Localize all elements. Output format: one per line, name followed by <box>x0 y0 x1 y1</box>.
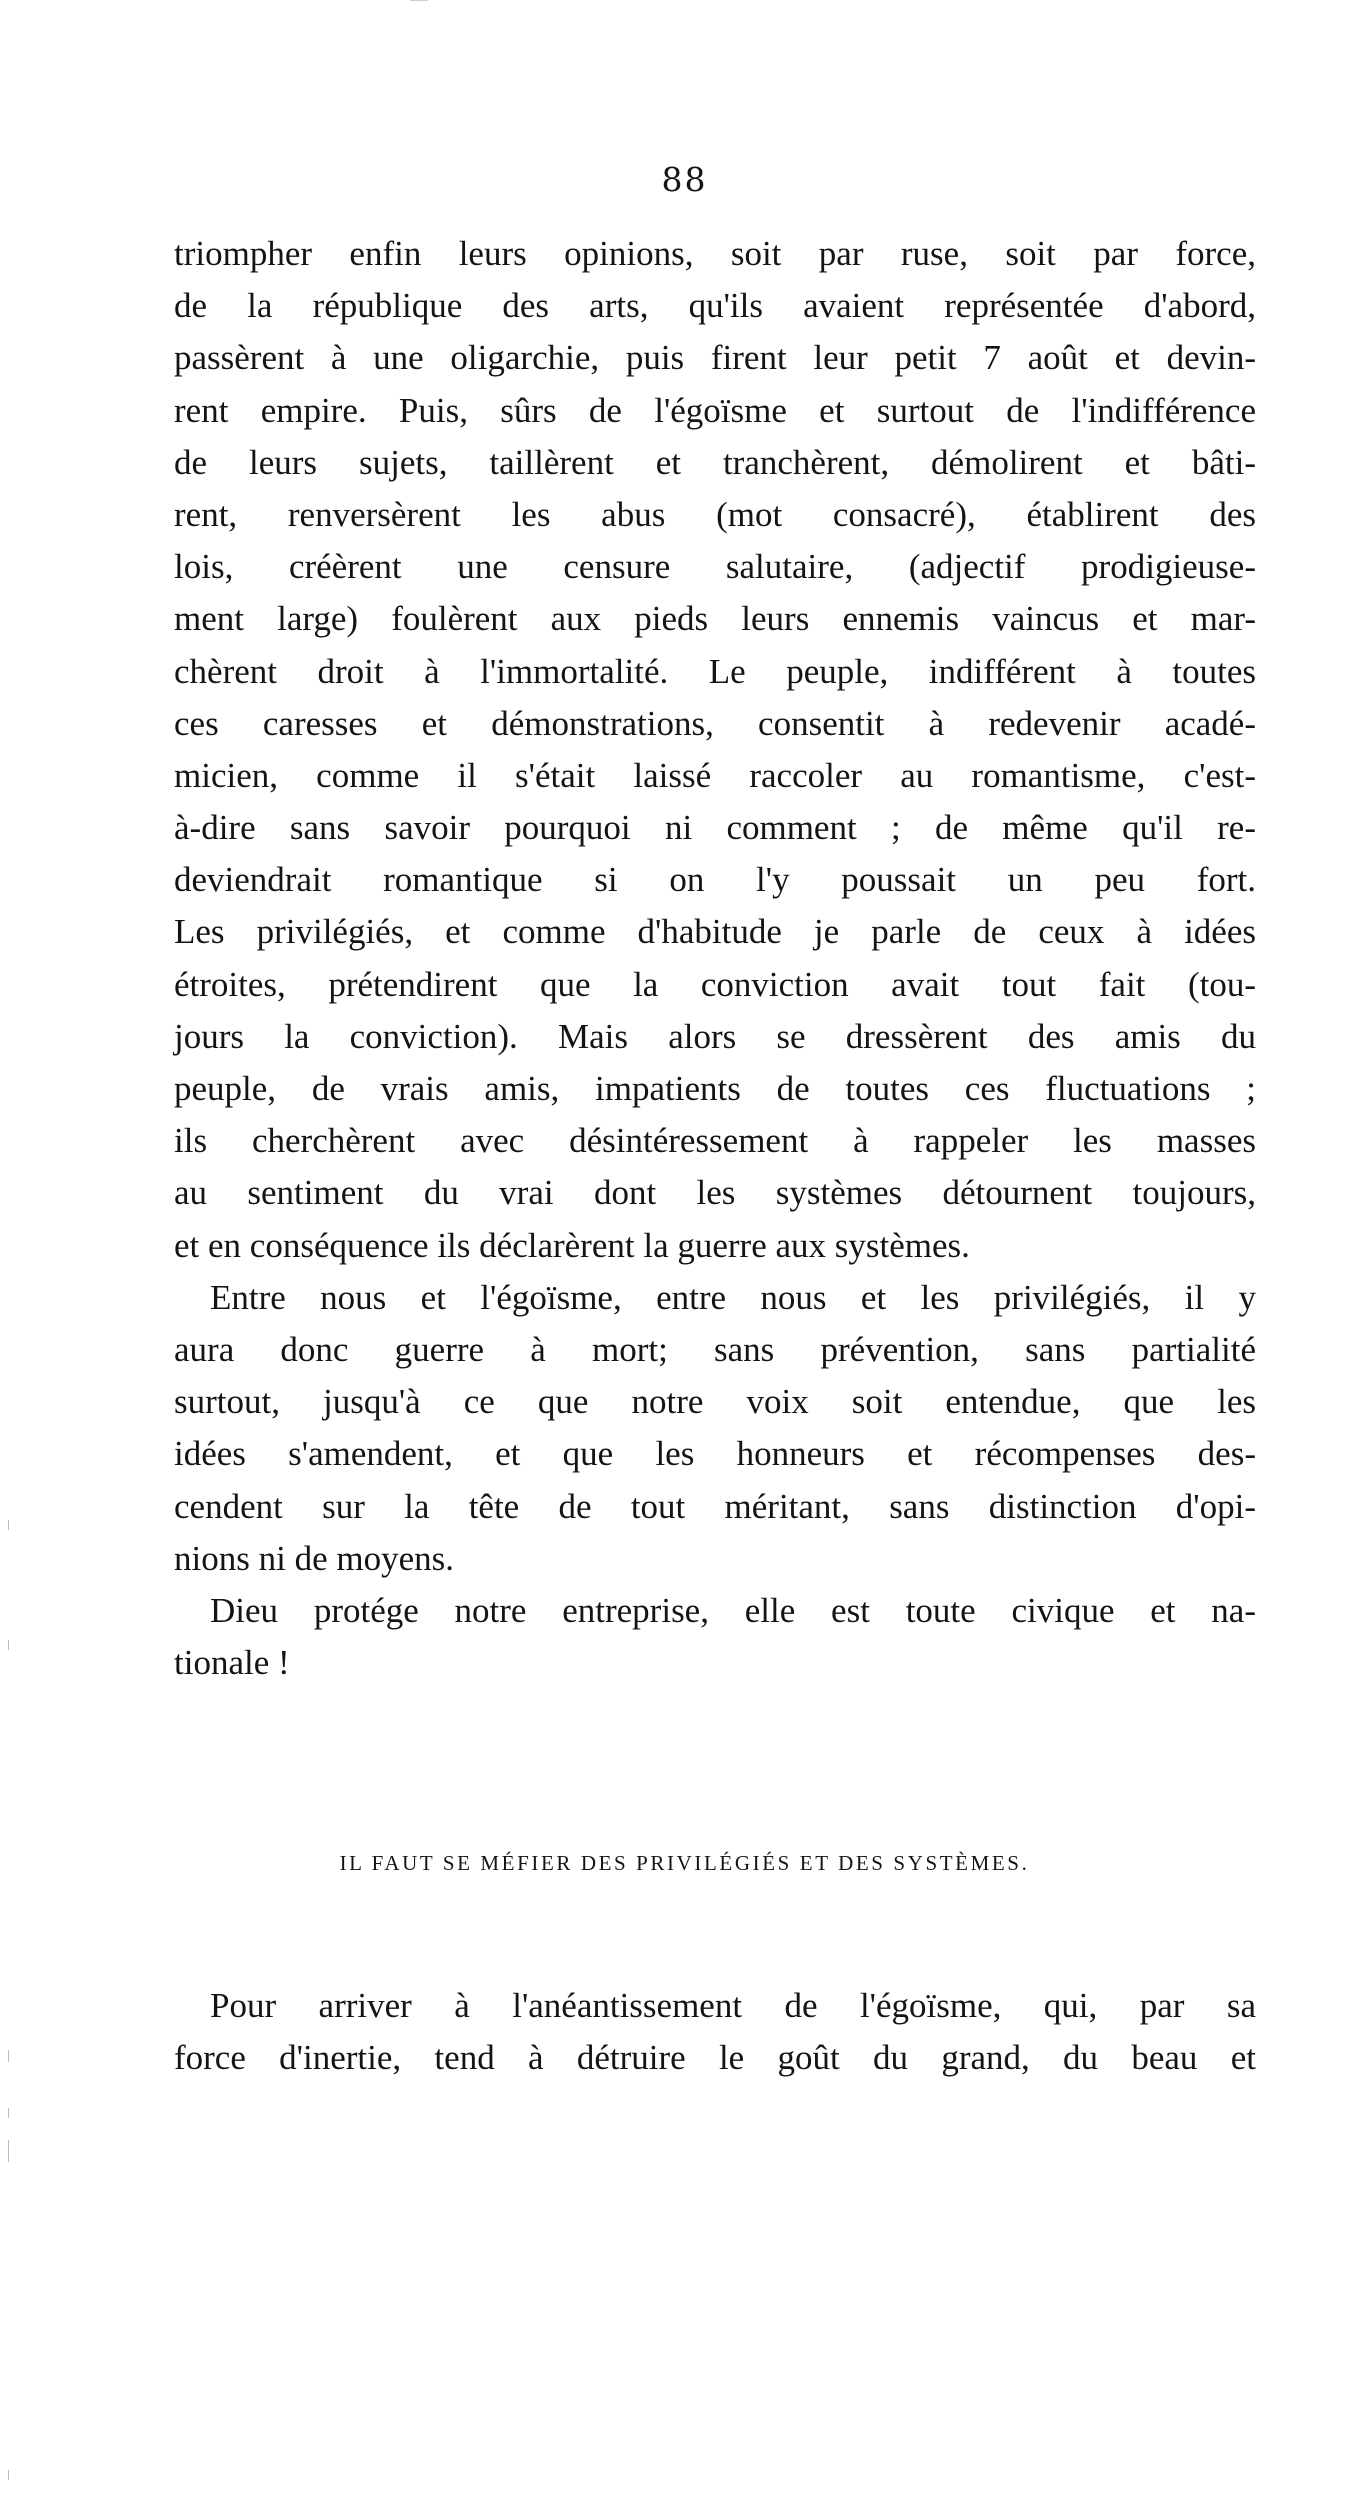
scan-mark <box>8 2050 9 2062</box>
text-line: Pour arriver à l'anéantissement de l'égoïsme, qui, par sa <box>210 1986 1256 2025</box>
text-line: surtout, jusqu'à ce que notre voix soit entendue, que les <box>174 1382 1256 1422</box>
text-line: aura donc guerre à mort; sans prévention, sans partialité <box>174 1329 1256 1369</box>
scan-mark <box>8 1520 9 1530</box>
text-line: Les privilégiés, et comme d'habitude je parle de ceux à idées <box>174 912 1256 952</box>
section-heading: IL FAUT SE MÉFIER DES PRIVILÉGIÉS ET DES SYSTÈMES. <box>339 1851 1030 1875</box>
text-line: à-dire sans savoir pourquoi ni comment ; de même qu'il re- <box>174 808 1256 848</box>
text-line: et en conséquence ils déclarèrent la guerre aux systèmes. <box>174 1225 970 1265</box>
text-line: tionale ! <box>174 1643 290 1683</box>
text-line: cendent sur la tête de tout méritant, sans distinction d'opi- <box>174 1486 1256 1526</box>
scan-mark <box>410 0 428 1</box>
text-line: Dieu protége notre entreprise, elle est toute civique et na- <box>210 1590 1256 1630</box>
text-line: de la république des arts, qu'ils avaient représentée d'abord, <box>174 286 1256 326</box>
text-line: micien, comme il s'était laissé raccoler au romantisme, c'est- <box>174 755 1256 795</box>
text-line: au sentiment du vrai dont les systèmes détournent toujours, <box>174 1173 1256 1213</box>
text-line: Entre nous et l'égoïsme, entre nous et les privilégiés, il y <box>210 1277 1256 1317</box>
text-line: ment large) foulèrent aux pieds leurs ennemis vaincus et mar- <box>174 599 1256 639</box>
scan-mark <box>8 1640 9 1650</box>
text-line: de leurs sujets, taillèrent et tranchèrent, démolirent et bâti- <box>174 442 1256 482</box>
text-line: lois, créèrent une censure salutaire, (adjectif prodigieuse- <box>174 547 1256 587</box>
scan-mark <box>8 2108 9 2118</box>
text-line: nions ni de moyens. <box>174 1538 454 1578</box>
scan-mark <box>8 2470 9 2480</box>
text-line: idées s'amendent, et que les honneurs et récompenses des- <box>174 1434 1256 1474</box>
text-line: peuple, de vrais amis, impatients de toutes ces fluctuations ; <box>174 1069 1256 1108</box>
text-line: passèrent à une oligarchie, puis firent leur petit 7 août et devin- <box>174 338 1256 378</box>
final-text-block <box>174 1980 1256 2084</box>
text-line: chèrent droit à l'immortalité. Le peuple, indifférent à toutes <box>174 651 1256 691</box>
text-line: triompher enfin leurs opinions, soit par ruse, soit par force, <box>174 234 1256 273</box>
text-line: étroites, prétendirent que la conviction avait tout fait (tou- <box>174 964 1256 1004</box>
text-line: ils cherchèrent avec désintéressement à rappeler les masses <box>174 1121 1256 1161</box>
text-line: force d'inertie, tend à détruire le goût du grand, du beau et <box>174 2038 1256 2078</box>
scan-mark <box>8 2140 9 2162</box>
main-text-block <box>174 228 1256 1689</box>
text-line: rent, renversèrent les abus (mot consacré), établirent des <box>174 494 1256 534</box>
text-line: ces caresses et démonstrations, consentit à redevenir acadé- <box>174 703 1256 743</box>
text-line: rent empire. Puis, sûrs de l'égoïsme et surtout de l'indifférence <box>174 390 1256 430</box>
page-number: 88 <box>661 160 708 199</box>
text-line: jours la conviction). Mais alors se dressèrent des amis du <box>174 1016 1256 1056</box>
text-line: deviendrait romantique si on l'y poussait un peu fort. <box>174 860 1256 900</box>
